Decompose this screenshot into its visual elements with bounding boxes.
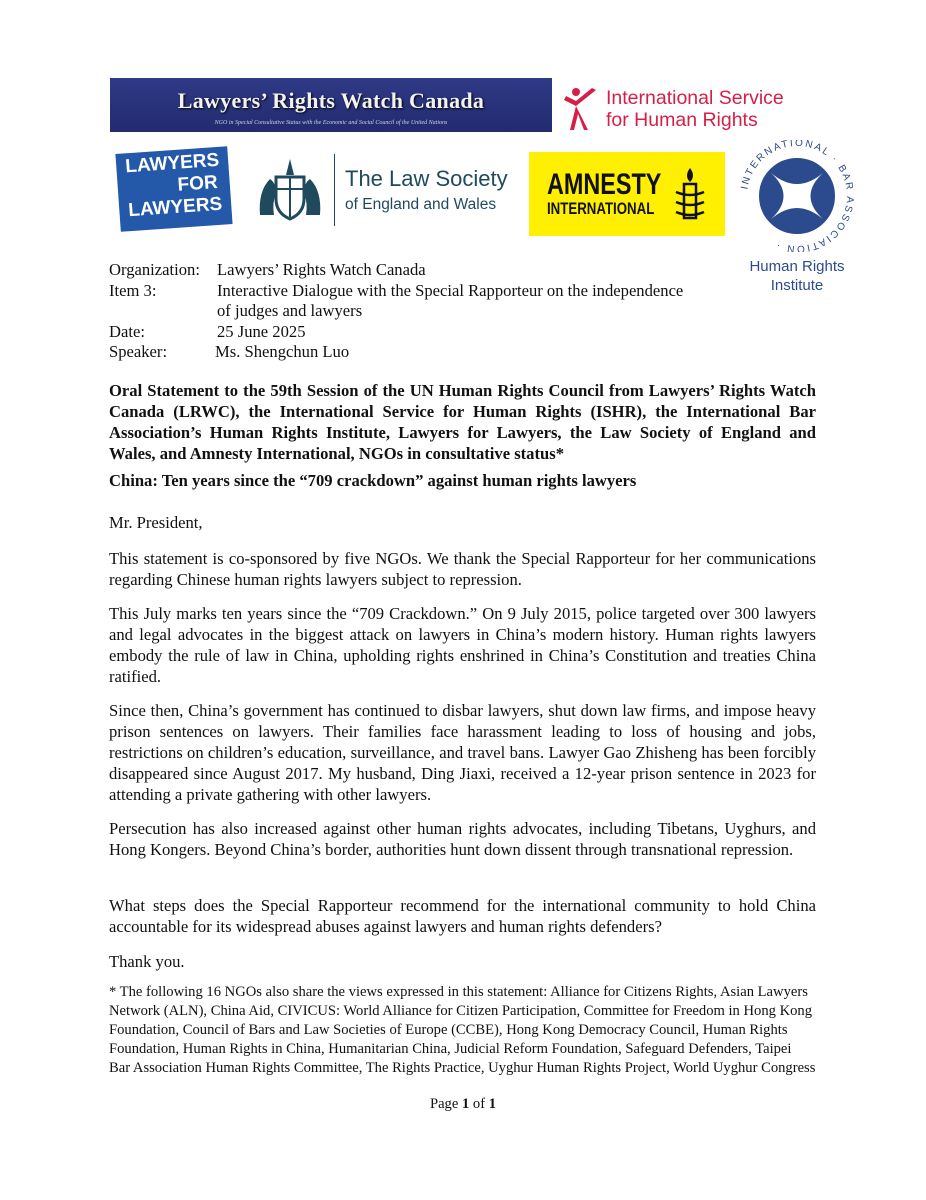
amnesty-line2: INTERNATIONAL [547, 199, 655, 218]
amnesty-logo [529, 152, 725, 236]
salutation: Mr. President, [109, 513, 203, 532]
page-prefix: Page [429, 1096, 462, 1112]
meta-value: Lawyers’ Rights Watch Canada [217, 260, 426, 279]
page-total: 1 [488, 1096, 497, 1112]
lrwc-logo-subtitle: NGO in Special Consultative Status with the Economic and Social Council of the United Nations [214, 120, 448, 126]
iba-line2: Institute [770, 277, 824, 294]
ishr-line2: for Human Rights [606, 109, 758, 131]
meta-value: Ms. Shengchun Luo [215, 342, 350, 361]
meta-value: Interactive Dialogue with the Special Rapporteur on the independence [217, 280, 684, 300]
ishr-line1: International Service [606, 87, 784, 109]
meta-date [109, 322, 683, 343]
page-of: of [469, 1096, 489, 1112]
paragraph: What steps does the Special Rapporteur recommend for the international community to hold China accountable for its widespread abuses against lawyers and human rights defenders? [109, 896, 816, 936]
meta-label: Speaker: [109, 342, 168, 361]
iba-logo [738, 140, 856, 294]
closing: Thank you. [109, 952, 185, 971]
meta-value: of judges and lawyers [217, 301, 363, 320]
iba-globe-icon [738, 140, 856, 252]
iba-line1: Human Rights [749, 258, 845, 275]
statement-heading: China: Ten years since the “709 crackdown” against human rights lawyers [109, 471, 637, 490]
ishr-figure-icon [562, 86, 598, 132]
lrwc-logo-name: Lawyers’ Rights Watch Canada [177, 88, 485, 113]
paragraph: Persecution has also increased against other human rights advocates, including Tibetans, Uyghurs, and Hong Kongers. Beyond China’s border, authorities hunt down dissent through transnational repression. [109, 819, 816, 859]
lfl-line1: LAWYERS [124, 149, 220, 178]
page-number [0, 1096, 926, 1113]
meta-organization [109, 260, 683, 281]
footnote: * The following 16 NGOs also share the views expressed in this statement: Alliance for Citizens Rights, Asian Lawyers Network (ALN), China Aid, CIVICUS: World Alliance for Citizen Participation, Committee for Freedom in Hong Kong Foundation, Council of Bars and Law Societies of Europe (CCBE), Hong Kong Democracy Council, Human Rights Foundation, Human Rights in China, Humanitarian China, Judicial Reform Foundation, Safeguard Defenders, Taipei Bar Association Human Rights Committee, The Rights Practice, Uyghur Human Rights Project, World Uyghur Congress [109, 984, 816, 1076]
paragraph: This statement is co-sponsored by five NGOs. We thank the Special Rapporteur for her communications regarding Chinese human rights lawyers subject to repression. [109, 549, 816, 589]
candle-icon [672, 166, 708, 222]
meta-value: 25 June 2025 [217, 321, 306, 341]
statement-title: Oral Statement to the 59th Session of the UN Human Rights Council from Lawyers’ Rights Watch Canada (LRWC), the International Service for Human Rights (ISHR), the International Bar Association’s Human Rights Institute, Lawyers for Lawyers, the Law Society of England and Wales, and Amnesty International, NGOs in consultative status* [109, 381, 816, 463]
meta-label: Item 3: [109, 280, 157, 300]
lfl-line2: FOR [176, 171, 219, 196]
meta-label: Organization: [109, 260, 200, 279]
page-current: 1 [461, 1096, 470, 1112]
coat-of-arms-icon [256, 155, 324, 225]
meta-speaker [109, 342, 683, 363]
svg-text:INTERNATIONAL · BAR ASSOCIATIO: INTERNATIONAL · BAR ASSOCIATION · [739, 140, 856, 252]
meta-item [109, 281, 683, 302]
law-society-logo [256, 150, 518, 230]
law-society-line1: The Law Society [345, 166, 508, 191]
ishr-logo [562, 84, 822, 134]
amnesty-line1: AMNESTY [547, 168, 662, 201]
law-society-line2: of England and Wales [345, 196, 497, 213]
meta-item-cont [109, 301, 683, 322]
statement-metadata [109, 260, 683, 363]
paragraph: This July marks ten years since the “709 Crackdown.” On 9 July 2015, police targeted over 300 lawyers and legal advocates in the biggest attack on lawyers in China’s modern history. Human rights lawyers embody the rule of law in China, upholding rights enshrined in China’s Constitution and treaties China ratified. [109, 604, 816, 686]
lawyers-for-lawyers-logo [115, 146, 232, 232]
meta-label: Date: [109, 321, 145, 341]
lrwc-logo [110, 78, 552, 132]
lfl-line3: LAWYERS [127, 193, 223, 222]
law-society-divider [334, 154, 335, 226]
paragraph: Since then, China’s government has continued to disbar lawyers, shut down law firms, and impose heavy prison sentences on lawyers. Their families face harassment leading to loss of housing and jobs, restrictions on children’s education, surveillance, and travel bans. Lawyer Gao Zhisheng has been forcibly disappeared since August 2017. My husband, Ding Jiaxi, received a 12-year prison sentence in 2023 for attending a private gathering with other lawyers. [109, 701, 816, 804]
